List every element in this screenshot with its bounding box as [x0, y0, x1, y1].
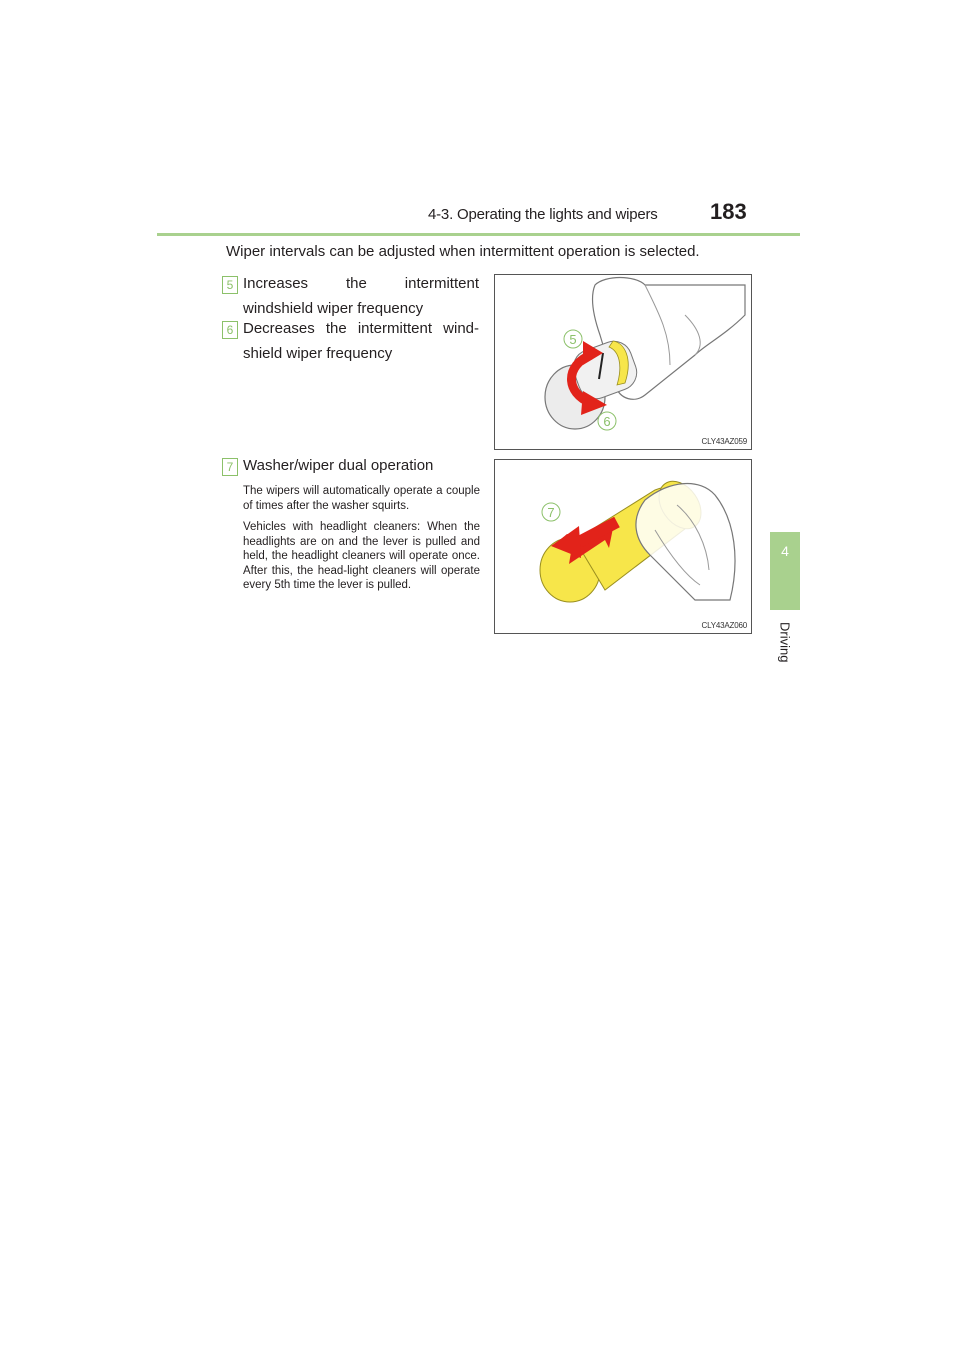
figure-washer-operation	[494, 459, 752, 634]
figure-code: CLY43AZ060	[701, 621, 747, 630]
item-marker-5: 5	[222, 276, 238, 294]
figure-callout-6: 6	[603, 414, 611, 429]
figure-callout-7: 7	[547, 505, 555, 520]
item-marker-6: 6	[222, 321, 238, 339]
item-text-decrease: Decreases the intermittent wind-shield wiper frequency	[243, 320, 479, 362]
figure-wiper-frequency	[494, 274, 752, 450]
page-number: 183	[710, 199, 747, 224]
wiper-frequency-illustration	[495, 275, 751, 449]
intro-text: Wiper intervals can be adjusted when intermittent operation is selected.	[226, 243, 700, 260]
item-marker-7: 7	[222, 458, 238, 476]
note-washer-squirts: The wipers will automatically operate a couple of times after the washer squirts.	[243, 485, 480, 512]
note-headlight-cleaners: Vehicles with headlight cleaners: When the headlights are on and the lever is pulled and held, the headlight cleaners will operate once. After this, the head-light cleaners will operate every 5th time the lever is pulled.	[243, 521, 480, 591]
chapter-number: 4	[781, 543, 789, 559]
figure-callout-5: 5	[569, 332, 577, 347]
section-title: 4-3. Operating the lights and wipers	[428, 206, 658, 223]
item-text-increase: Increases the intermittent windshield wiper frequency	[243, 275, 479, 317]
header-rule	[157, 233, 800, 236]
chapter-label: Driving	[777, 622, 793, 663]
washer-operation-illustration	[495, 460, 751, 633]
figure-code: CLY43AZ059	[701, 437, 747, 446]
item-text-washer: Washer/wiper dual operation	[243, 457, 434, 474]
